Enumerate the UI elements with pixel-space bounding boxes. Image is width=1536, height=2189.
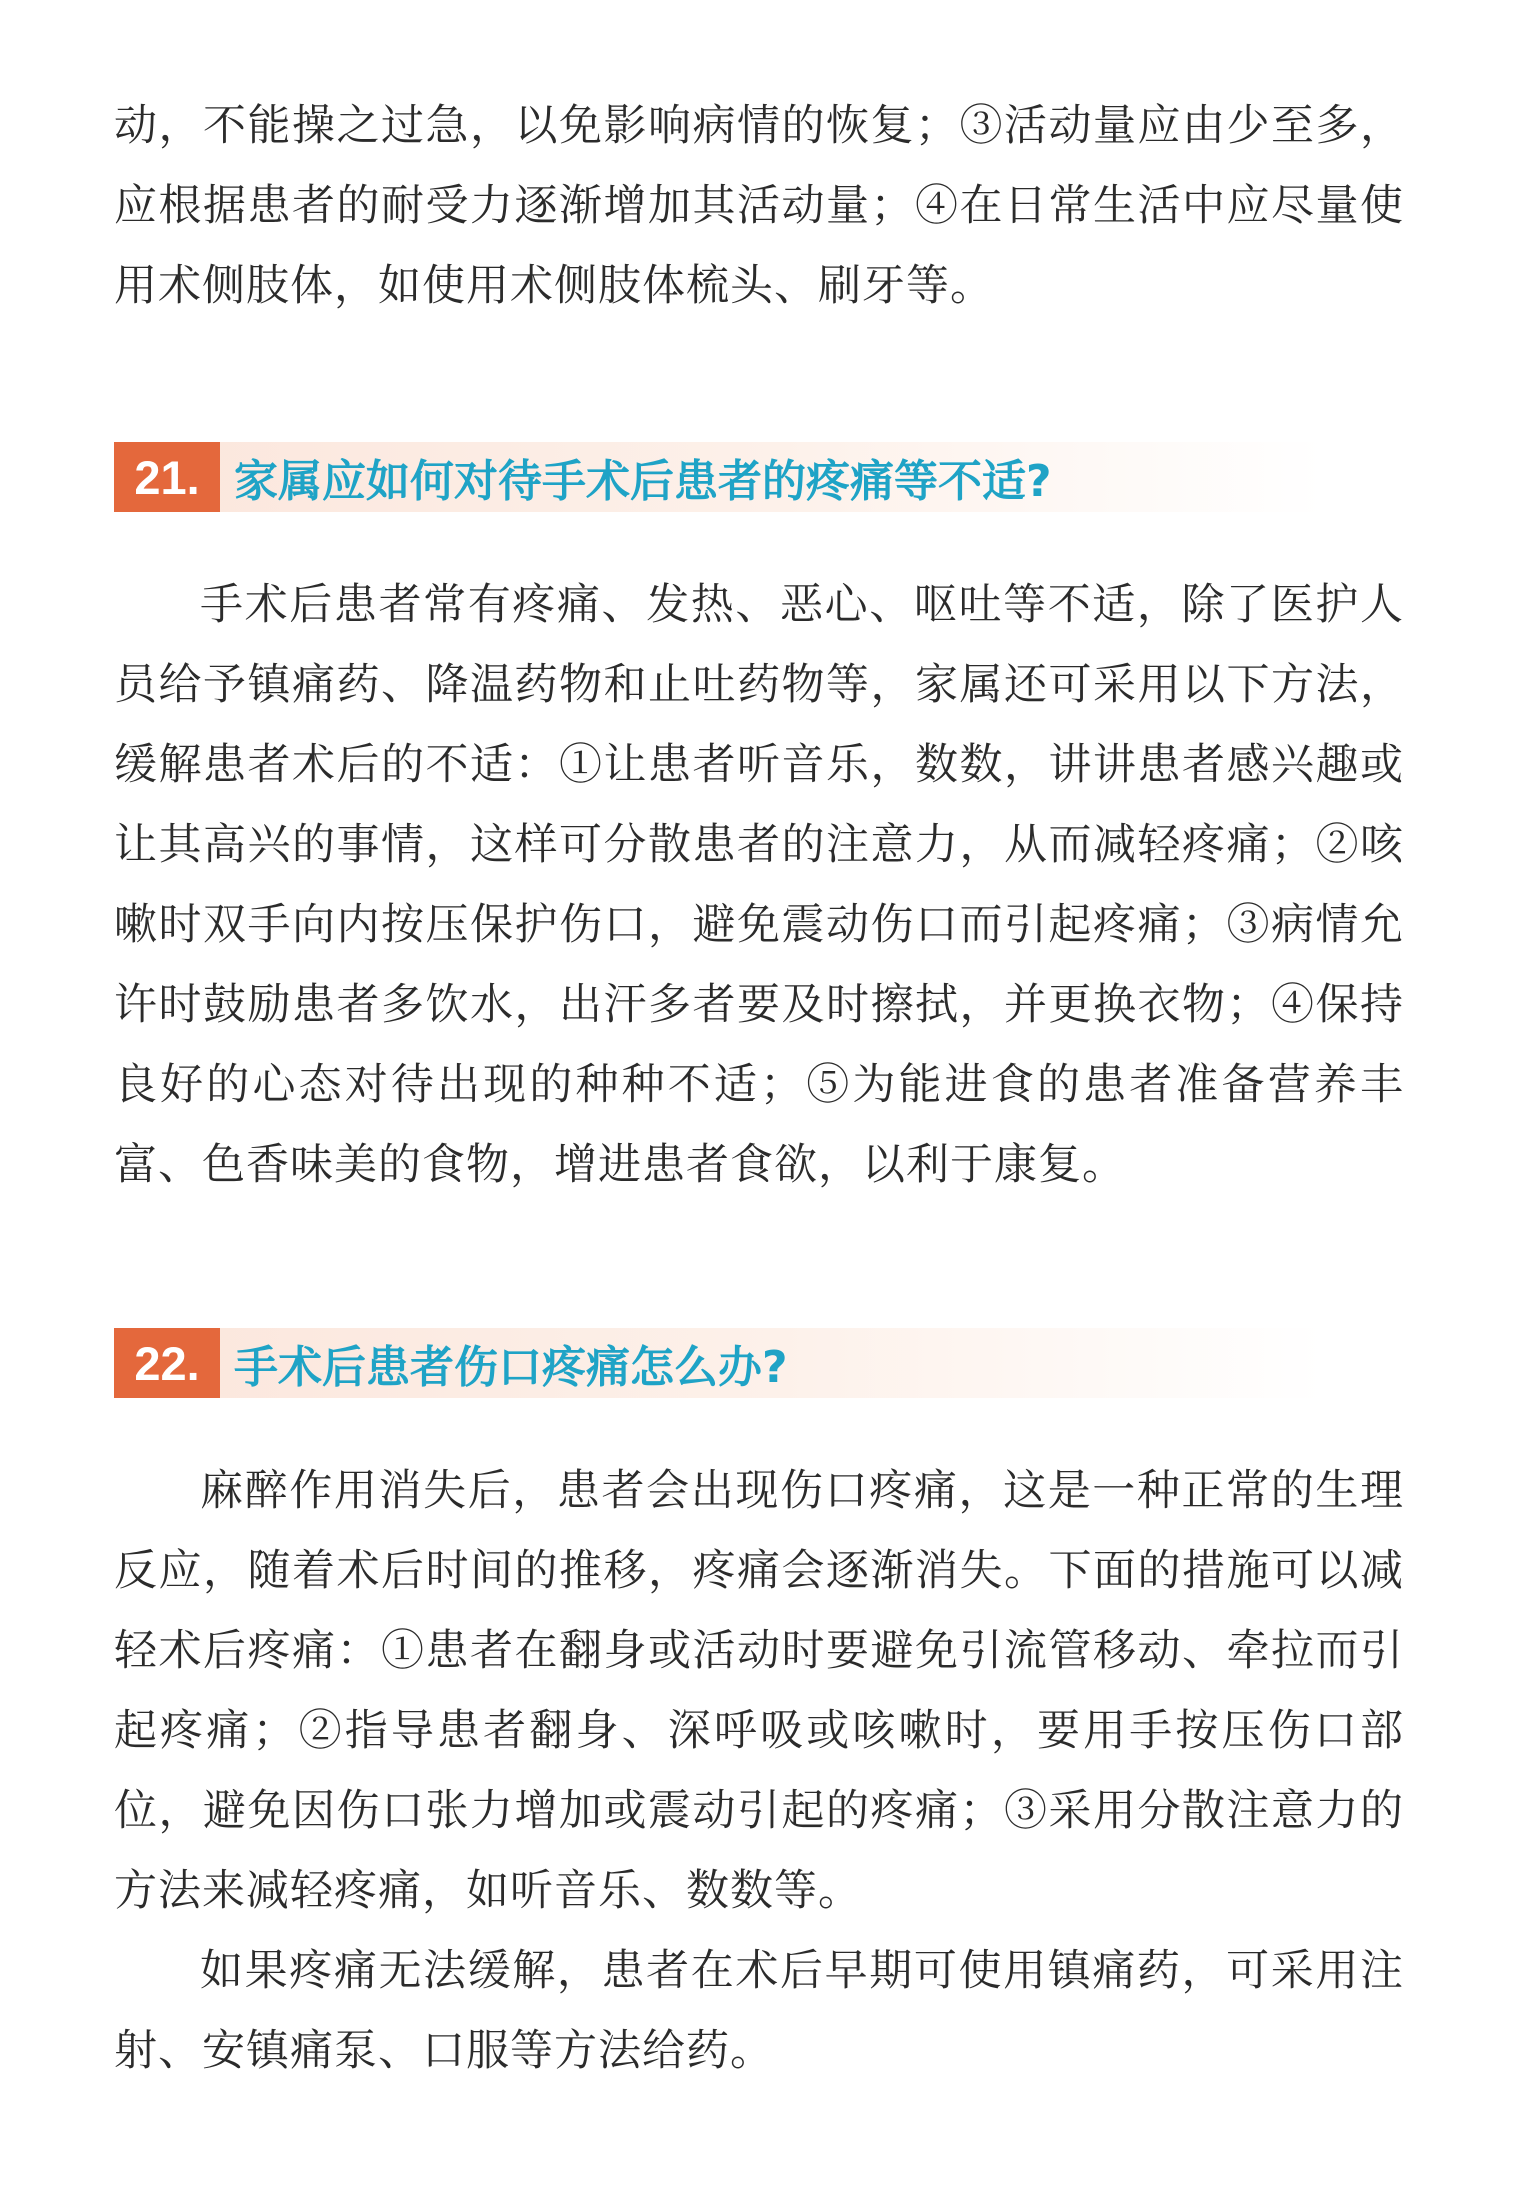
section-22-heading (114, 1328, 1324, 1398)
section-21-paragraph: 手术后患者常有疼痛、发热、恶心、呕吐等不适，除了医护人员给予镇痛药、降温药物和止吐药物等，家属还可采用以下方法，缓解患者术后的不适：①让患者听音乐，数数，讲讲患者感兴趣或让其高兴的事情，这样可分散患者的注意力，从而减轻疼痛；②咳嗽时双手向内按压保护伤口，避免震动伤口而引起疼痛；③病情允许时鼓励患者多饮水，出汗多者要及时擦拭，并更换衣物；④保持良好的心态对待出现的种种不适；⑤为能进食的患者准备营养丰富、色香味美的食物，增进患者食欲，以利于康复。 (114, 580, 1404, 1190)
intro-section (114, 86, 1404, 326)
section-22-number-badge: 22. (114, 1328, 220, 1398)
section-21-number-badge: 21. (114, 442, 220, 512)
section-21-title: 家属应如何对待手术后患者的疼痛等不适? (234, 456, 1052, 507)
section-22-title: 手术后患者伤口疼痛怎么办? (234, 1342, 788, 1393)
section-21-body (114, 565, 1404, 1205)
section-21-heading (114, 442, 1324, 512)
section-22-paragraph-1: 麻醉作用消失后，患者会出现伤口疼痛，这是一种正常的生理反应，随着术后时间的推移，疼痛会逐渐消失。下面的措施可以减轻术后疼痛：①患者在翻身或活动时要避免引流管移动、牵拉而引起疼痛；②指导患者翻身、深呼吸或咳嗽时，要用手按压伤口部位，避免因伤口张力增加或震动引起的疼痛；③采用分散注意力的方法来减轻疼痛，如听音乐、数数等。 (114, 1466, 1404, 1916)
intro-paragraph: 动，不能操之过急，以免影响病情的恢复；③活动量应由少至多，应根据患者的耐受力逐渐增加其活动量；④在日常生活中应尽量使用术侧肢体，如使用术侧肢体梳头、刷牙等。 (114, 101, 1404, 311)
section-22-paragraph-2: 如果疼痛无法缓解，患者在术后早期可使用镇痛药，可采用注射、安镇痛泵、口服等方法给药。 (114, 1946, 1404, 2076)
section-22-body (114, 1451, 1404, 2091)
